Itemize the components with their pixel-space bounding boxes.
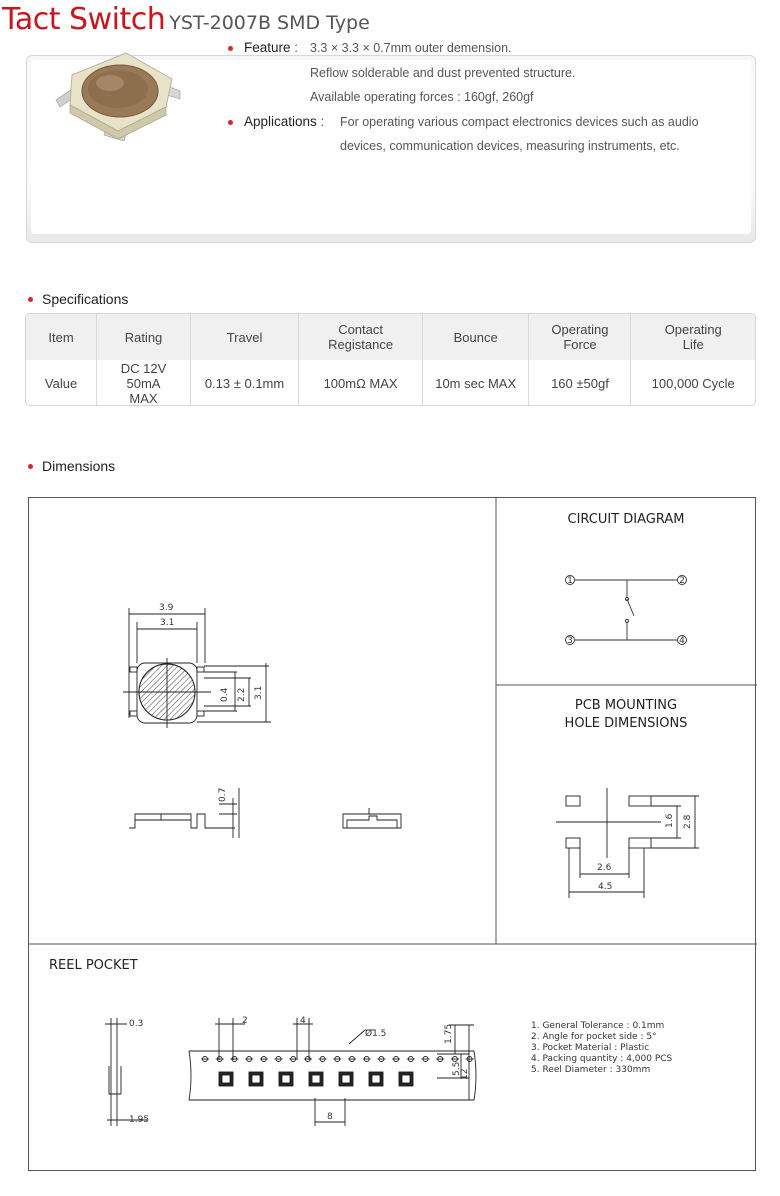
pcb-title-line1: PCB MOUNTING bbox=[574, 698, 678, 713]
spec-header-cell: Operating Life bbox=[631, 314, 755, 360]
reel-note: 1. General Tolerance : 0.1mm bbox=[531, 1021, 665, 1031]
spec-value-cell: 100mΩ MAX bbox=[299, 360, 423, 406]
pcb-title-line2: HOLE DIMENSIONS bbox=[564, 716, 688, 731]
reel-title: REEL POCKET bbox=[49, 958, 138, 973]
specifications-heading bbox=[28, 291, 128, 307]
bullet-icon bbox=[28, 297, 33, 302]
reel-note: 4. Packing quantity : 4,000 PCS bbox=[531, 1054, 673, 1064]
bullet-icon bbox=[228, 46, 233, 51]
feature-row bbox=[228, 36, 718, 110]
spec-value-row bbox=[26, 360, 755, 406]
reel-side-view bbox=[105, 1018, 150, 1126]
reel-pocket-inner bbox=[282, 1075, 290, 1083]
circuit-title: CIRCUIT DIAGRAM bbox=[567, 512, 685, 527]
reel-dim-4: 4 bbox=[300, 1016, 306, 1026]
feature-line: Reflow solderable and dust prevented structure. bbox=[310, 65, 576, 80]
feature-text bbox=[228, 36, 718, 159]
feature-lines bbox=[310, 36, 718, 110]
dimensions-heading-text: Dimensions bbox=[42, 458, 116, 474]
feature-line: 3.3 × 3.3 × 0.7mm outer demension. bbox=[310, 41, 512, 55]
feature-label-text: Feature bbox=[244, 40, 291, 55]
reel-pocket-inner bbox=[372, 1075, 380, 1083]
bullet-icon bbox=[28, 464, 33, 469]
reel-notes bbox=[531, 1021, 673, 1075]
spec-value-cell: Value bbox=[26, 360, 97, 406]
pin-1: 1 bbox=[567, 576, 573, 586]
specifications-heading-text: Specifications bbox=[42, 291, 129, 307]
feature-line: Available operating forces : 160gf, 260gf bbox=[310, 90, 534, 104]
spec-header-cell: Operating Force bbox=[529, 314, 631, 360]
reel-dim-1-95: 1.95 bbox=[129, 1115, 150, 1125]
spec-header-cell: Item bbox=[26, 314, 97, 360]
pin-2: 2 bbox=[679, 576, 685, 586]
dimension-svg bbox=[29, 498, 757, 1172]
pcb-dim-4-5: 4.5 bbox=[598, 882, 613, 892]
specifications-table bbox=[25, 313, 756, 406]
pcb-dim-1-6: 1.6 bbox=[665, 813, 675, 828]
dim-3-9: 3.9 bbox=[159, 603, 174, 613]
pcb-hole-drawing bbox=[556, 788, 699, 898]
page-title bbox=[2, 2, 370, 38]
reel-note: 2. Angle for pocket side : 5° bbox=[531, 1032, 657, 1042]
spec-value-cell: 100,000 Cycle bbox=[651, 375, 735, 391]
reel-sprocket-holes bbox=[201, 1057, 474, 1062]
spec-value-cell: DC 12V 50mA MAX bbox=[97, 360, 191, 406]
spec-value-cell: 10m sec MAX bbox=[422, 360, 528, 406]
reel-pocket-inner bbox=[402, 1075, 410, 1083]
reel-pocket-inner bbox=[252, 1075, 260, 1083]
dimensions-drawing bbox=[28, 497, 756, 1171]
title-subtitle: YST-2007B SMD Type bbox=[169, 12, 370, 34]
reel-dim-2: 2 bbox=[242, 1016, 248, 1026]
reel-pocket-inner bbox=[312, 1075, 320, 1083]
circuit-diagram bbox=[566, 576, 687, 645]
spec-header-cell: Rating bbox=[97, 314, 191, 360]
pcb-dim-2-8: 2.8 bbox=[683, 814, 693, 829]
dim-0-7: 0.7 bbox=[218, 787, 228, 802]
product-image bbox=[48, 45, 184, 145]
reel-note: 5. Reel Diameter : 330mm bbox=[531, 1065, 651, 1075]
reel-dim-5-5: 5.5 bbox=[452, 1061, 462, 1076]
reel-pocket-inner bbox=[342, 1075, 350, 1083]
dim-0-4: 0.4 bbox=[220, 687, 230, 702]
reel-dim-1-5: Ø1.5 bbox=[365, 1029, 387, 1039]
pin-4: 4 bbox=[679, 636, 685, 646]
spec-header-row bbox=[26, 314, 755, 360]
dim-3-1-height: 3.1 bbox=[254, 685, 264, 700]
reel-dim-0-3: 0.3 bbox=[129, 1019, 144, 1029]
pcb-dim-2-6: 2.6 bbox=[597, 863, 612, 873]
applications-text: For operating various compact electronics devices such as audio devices, communication devices, measuring instruments, etc. bbox=[340, 114, 699, 153]
reel-pockets bbox=[219, 1072, 413, 1086]
dim-3-1: 3.1 bbox=[160, 618, 175, 628]
feature-label: Feature : bbox=[244, 40, 299, 55]
front-view bbox=[343, 808, 401, 828]
spec-header-cell: Travel bbox=[190, 314, 298, 360]
reel-dim-1-75: 1.75 bbox=[444, 1023, 454, 1044]
reel-pocket-inner bbox=[222, 1075, 230, 1083]
spec-header-cell: Contact Registance bbox=[299, 314, 423, 360]
reel-note: 3. Pocket Material : Plastic bbox=[531, 1043, 650, 1053]
title-main: Tact Switch bbox=[2, 2, 166, 37]
spec-value-cell: 0.13 ± 0.1mm bbox=[190, 360, 298, 406]
reel-dim-12: 12 bbox=[460, 1068, 470, 1080]
applications-label: Applications : bbox=[244, 113, 325, 129]
top-view bbox=[123, 608, 271, 728]
dimensions-heading bbox=[28, 458, 115, 474]
spec-header-cell: Bounce bbox=[422, 314, 528, 360]
bullet-icon bbox=[228, 120, 233, 125]
reel-dim-8: 8 bbox=[327, 1112, 333, 1122]
spec-value-cell: 160 ±50gf bbox=[529, 360, 631, 406]
applications-label-text: Applications bbox=[244, 113, 317, 129]
applications-row bbox=[228, 110, 718, 159]
dim-2-2: 2.2 bbox=[237, 687, 247, 702]
pin-3: 3 bbox=[567, 636, 573, 646]
